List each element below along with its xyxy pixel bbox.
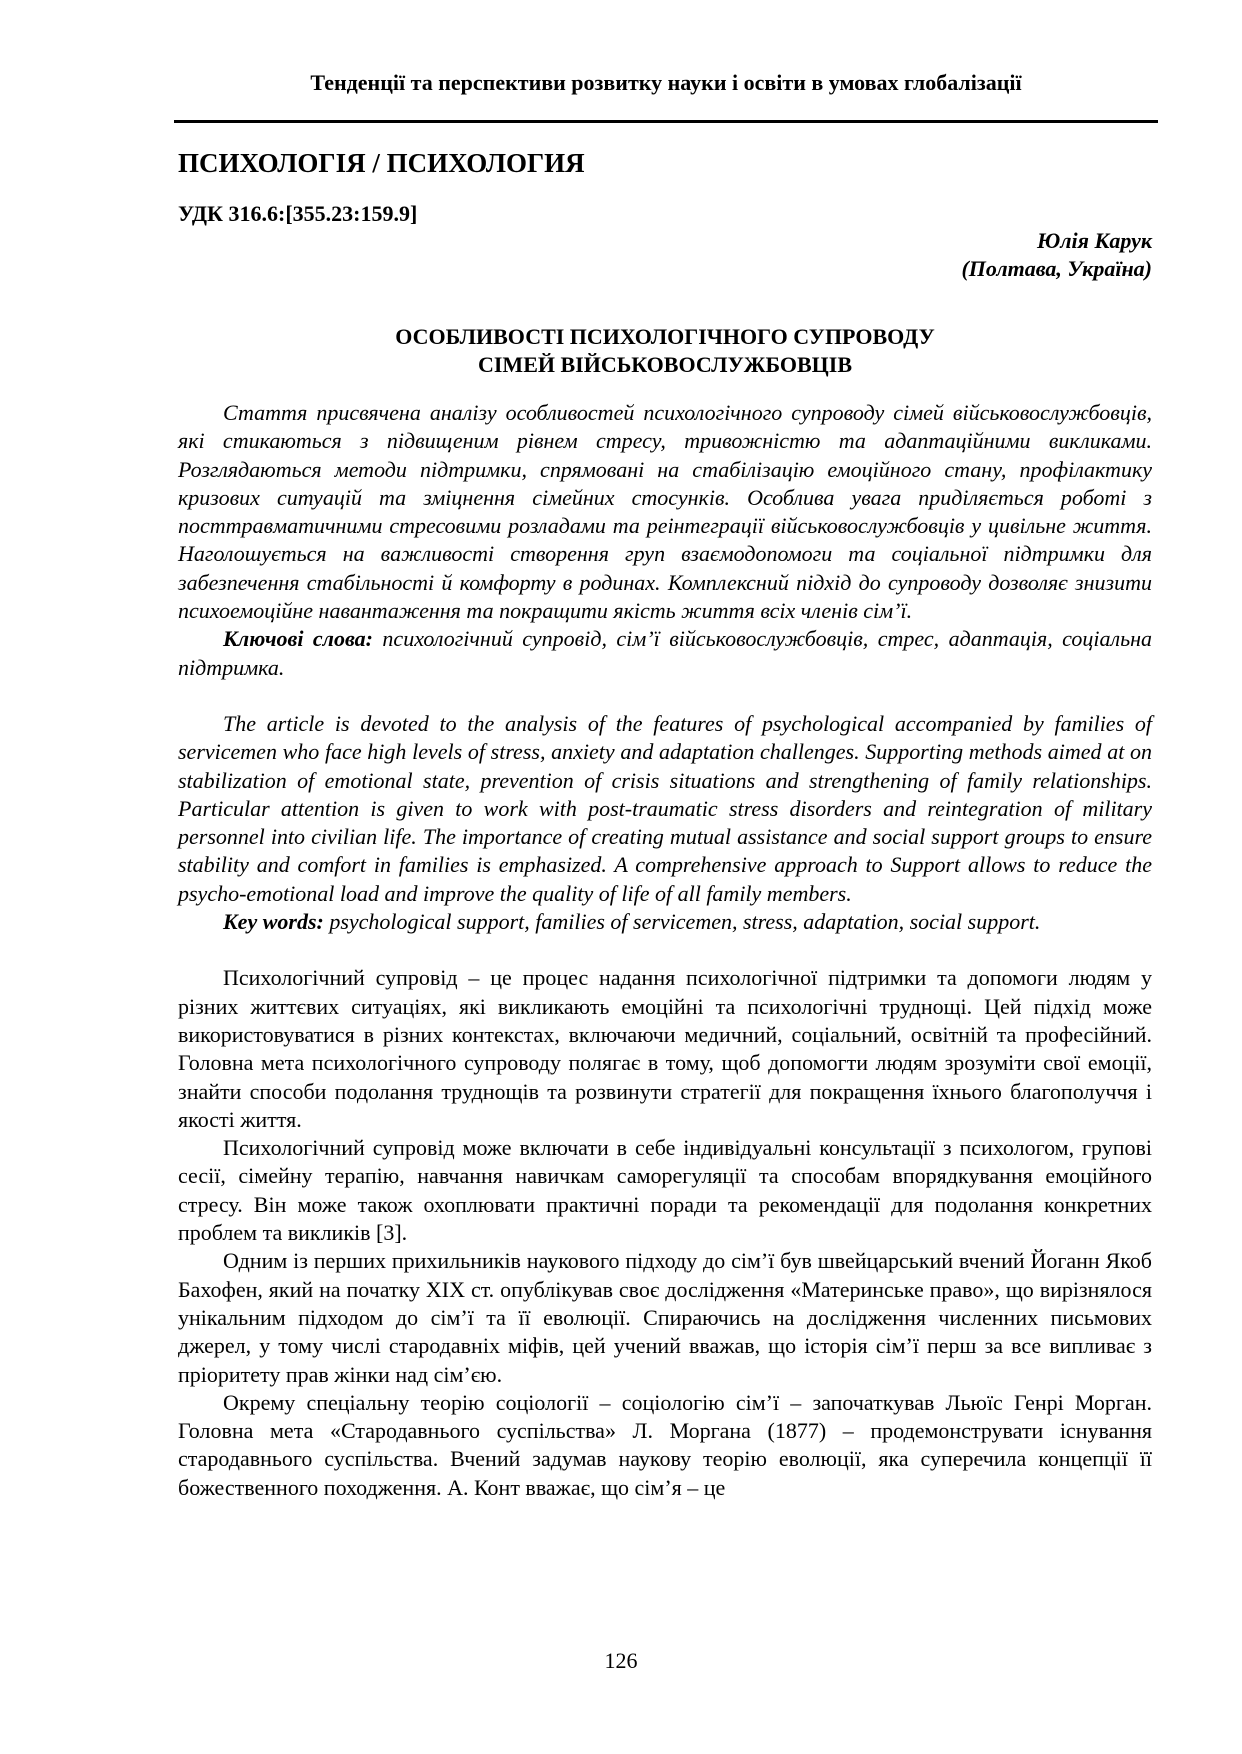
author-location: (Полтава, Україна) bbox=[961, 256, 1152, 281]
section-title: ПСИХОЛОГІЯ / ПСИХОЛОГИЯ bbox=[178, 148, 585, 178]
content bbox=[178, 148, 1152, 1502]
abstract-en bbox=[178, 710, 1152, 936]
abstract-en-text: The article is devoted to the analysis of the features of psychological accompanied by families of servicemen who face high levels of stress, anxiety and adaptation challenges. Supporting methods aimed at on stabilization of emotional state, prevention of crisis situations and strengthening of family relationships. Particular attention is given to work with post-traumatic stress disorders and reintegration of military personnel into civilian life. The importance of creating mutual assistance and social support groups to ensure stability and comfort in families is emphasized. A comprehensive approach to Support allows to reduce the psycho-emotional load and improve the quality of life of all family members. bbox=[178, 710, 1152, 906]
article-title-line-2: СІМЕЙ ВІЙСЬКОВОСЛУЖБОВЦІВ bbox=[477, 352, 852, 377]
author-block bbox=[178, 227, 1152, 283]
abstract-uk-text: Стаття присвячена аналізу особливостей психологічного супроводу сімей військовослужбовців, які стикаються з підвищеним рівнем стресу, тривожністю та адаптаційними викликами. Розглядаються методи підтримки, спрямовані на стабілізацію емоційного стану, профілактику кризових ситуацій та зміцнення сімейних стосунків. Особлива увага приділяється роботі з посттравматичними стресовими розладами та реінтеграції військовослужбовців у цивільне життя. Наголошується на важливості створення груп взаємодопомоги та соціальної підтримки для забезпечення стабільності й комфорту в родинах. Комплексний підхід до супроводу дозволяє знизити психоемоційне навантаження та покращити якість життя всіх членів сім’ї. bbox=[178, 400, 1152, 624]
article-title-line-1: ОСОБЛИВОСТІ ПСИХОЛОГІЧНОГО СУПРОВОДУ bbox=[395, 324, 935, 349]
abstract-uk bbox=[178, 399, 1152, 682]
spacer bbox=[178, 682, 1152, 710]
running-header: Тенденції та перспективи розвитку науки і освіти в умовах глобалізації bbox=[310, 70, 1022, 95]
keywords-en bbox=[178, 908, 1152, 936]
spacer bbox=[178, 936, 1152, 964]
keywords-uk-text: психологічний супровід, сім’ї військовослужбовців, стрес, адаптація, соціальна підтримка. bbox=[178, 626, 1152, 680]
udk-code: УДК 316.6:[355.23:159.9] bbox=[178, 201, 418, 226]
keywords-uk-label: Ключові слова: bbox=[223, 626, 373, 652]
keywords-en-text: psychological support, families of servicemen, stress, adaptation, social support. bbox=[323, 909, 1041, 935]
body-paragraph: Окрему спеціальну теорію соціології – соціологію сім’ї – започаткував Льюїс Генрі Морган. Головна мета «Стародавнього суспільства» Л. Моргана (1877) – продемонструвати існування стародавнього суспільства. Вчений задумав наукову теорію еволюції, яка суперечила концепції її божественного походження. А. Конт вважає, що сім’я – це bbox=[178, 1389, 1152, 1500]
author-name: Юлія Карук bbox=[1036, 228, 1152, 253]
keywords-uk bbox=[178, 625, 1152, 682]
body-paragraph: Одним із перших прихильників наукового підходу до сім’ї був швейцарський вчений Йоганн Якоб Бахофен, який на початку XIX ст. опублікував своє дослідження «Материнське право», що вирізнялося унікальним підходом до сім’ї та її еволюції. Спираючись на дослідження численних письмових джерел, у тому числі стародавніх міфів, цей учений вважав, що історія сім’ї перш за все випливає з пріоритету прав жінки над сім’єю. bbox=[178, 1248, 1152, 1387]
body-paragraph: Психологічний супровід – це процес надання психологічної підтримки та допомоги людям у різних життєвих ситуаціях, які викликають емоційні та психологічні труднощі. Цей підхід може використовуватися в різних контекстах, включаючи медичний, соціальний, освітній та професійний. Головна мета психологічного супроводу полягає в тому, щоб допомогти людям зрозуміти свої емоції, знайти способи подолання труднощів та розвинути стратегії для покращення їхнього благополуччя і якості життя. bbox=[178, 965, 1152, 1132]
body-paragraph: Психологічний супровід може включати в себе індивідуальні консультації з психологом, групові сесії, сімейну терапію, навчання навичкам саморегуляції та способам впорядкування емоційного стресу. Він може також охоплювати практичні поради та рекомендації для подолання конкретних проблем та викликів [3]. bbox=[178, 1135, 1152, 1246]
body-text bbox=[178, 964, 1152, 1502]
page-number: 126 bbox=[604, 1648, 638, 1673]
article-title bbox=[178, 323, 1152, 379]
keywords-en-label: Key words: bbox=[223, 909, 324, 935]
header-rule bbox=[174, 120, 1158, 123]
